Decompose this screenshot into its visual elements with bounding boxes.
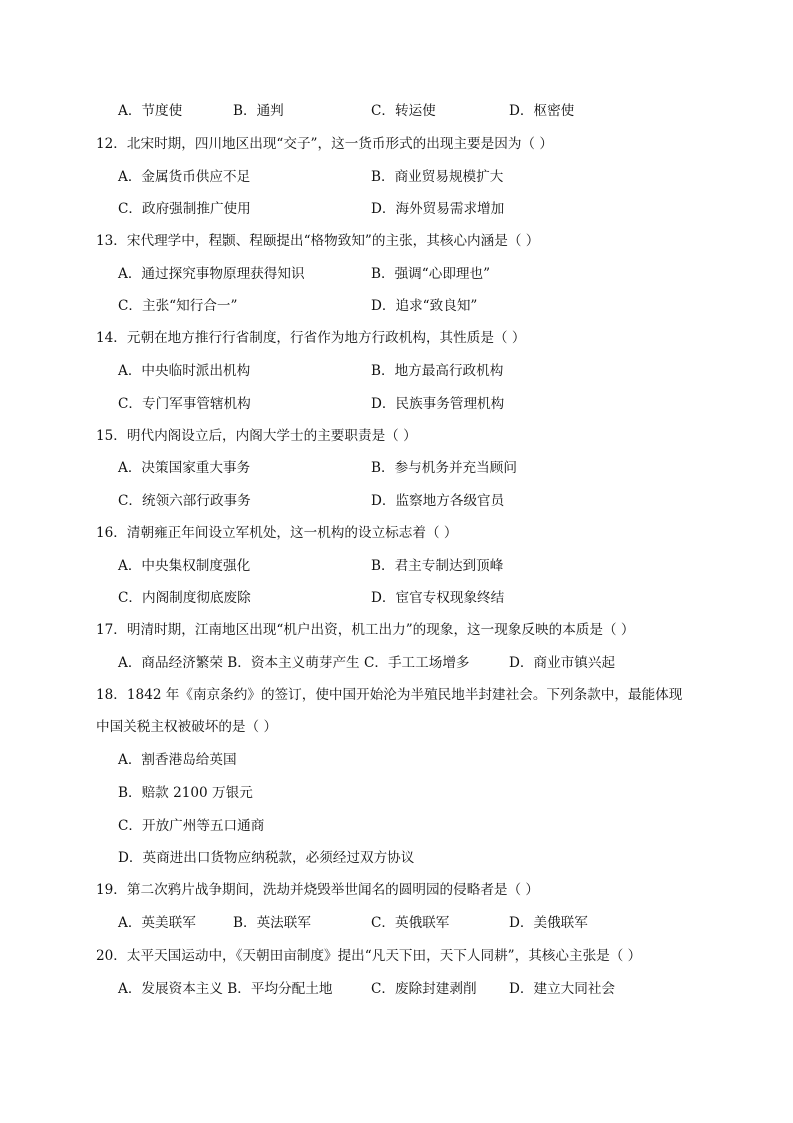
- option-c: C．统领六部行政事务: [118, 493, 251, 509]
- option-c: C．英俄联军: [371, 915, 450, 931]
- option-b: B．赔款 2100 万银元: [118, 785, 253, 801]
- option-d: D．枢密使: [509, 103, 575, 119]
- option-d: D．建立大同社会: [509, 981, 616, 997]
- question-stem: 15．明代内阁设立后，内阁大学士的主要职责是（ ）: [96, 428, 417, 444]
- question-stem-line-2: 中国关税主权被破坏的是（ ）: [96, 719, 278, 735]
- option-b: B．参与机务并充当顾问: [371, 460, 517, 476]
- option-a: A．节度使: [118, 103, 183, 119]
- option-d: D．美俄联军: [509, 915, 588, 931]
- option-c: C．转运使: [371, 103, 436, 119]
- option-a: A．割香港岛给英国: [118, 752, 237, 768]
- option-c: C．内阁制度彻底废除: [118, 590, 251, 606]
- option-a: A．金属货币供应不足: [118, 169, 251, 185]
- option-c: C．废除封建剥削: [371, 981, 477, 997]
- option-abc: A．商品经济繁荣 B．资本主义萌芽产生 C．手工工场增多: [118, 655, 470, 671]
- option-b: B．强调“心即理也”: [371, 266, 491, 282]
- question-stem: 13．宋代理学中，程颢、程颐提出“格物致知”的主张，其核心内涵是（ ）: [96, 233, 540, 249]
- option-c: C．开放广州等五口通商: [118, 818, 265, 834]
- option-d: D．海外贸易需求增加: [371, 201, 505, 217]
- question-stem-line-1: 18．1842 年《南京条约》的签订，使中国开始沦为半殖民地半封建社会。下列条款中，最能体现: [96, 687, 683, 703]
- option-d: D．监察地方各级官员: [371, 493, 505, 509]
- question-stem: 20．太平天国运动中，《天朝田亩制度》提出“凡天下田，天下人同耕”，其核心主张是（ ）: [96, 948, 642, 964]
- option-a: A．通过探究事物原理获得知识: [118, 266, 305, 282]
- option-d: D．英商进出口货物应纳税款，必须经过双方协议: [118, 850, 415, 866]
- option-d: D．追求“致良知”: [371, 298, 478, 314]
- option-c: C．主张“知行合一”: [118, 298, 238, 314]
- option-d: D．商业市镇兴起: [509, 655, 616, 671]
- question-stem: 12．北宋时期，四川地区出现“交子”，这一货币形式的出现主要是因为（ ）: [96, 136, 553, 152]
- option-a: A．英美联军: [118, 915, 196, 931]
- option-c: C．专门军事管辖机构: [118, 396, 251, 412]
- option-b: B．英法联军: [233, 915, 311, 931]
- option-b: B．地方最高行政机构: [371, 363, 504, 379]
- question-stem: 19．第二次鸦片战争期间，洗劫并烧毁举世闻名的圆明园的侵略者是（ ）: [96, 882, 540, 898]
- option-a: A．中央集权制度强化: [118, 558, 251, 574]
- option-c: C．政府强制推广使用: [118, 201, 251, 217]
- question-stem: 14．元朝在地方推行行省制度，行省作为地方行政机构，其性质是（ ）: [96, 330, 526, 346]
- question-stem: 17．明清时期，江南地区出现“机户出资，机工出力”的现象，这一现象反映的本质是（ ）: [96, 622, 635, 638]
- option-b: B．商业贸易规模扩大: [371, 169, 504, 185]
- question-stem: 16．清朝雍正年间设立军机处，这一机构的设立标志着（ ）: [96, 525, 458, 541]
- option-ab: A．发展资本主义 B．平均分配土地: [118, 981, 333, 997]
- option-d: D．民族事务管理机构: [371, 396, 505, 412]
- option-b: B．君主专制达到顶峰: [371, 558, 504, 574]
- option-b: B．通判: [233, 103, 284, 119]
- option-a: A．中央临时派出机构: [118, 363, 251, 379]
- option-d: D．宦官专权现象终结: [371, 590, 505, 606]
- option-a: A．决策国家重大事务: [118, 460, 251, 476]
